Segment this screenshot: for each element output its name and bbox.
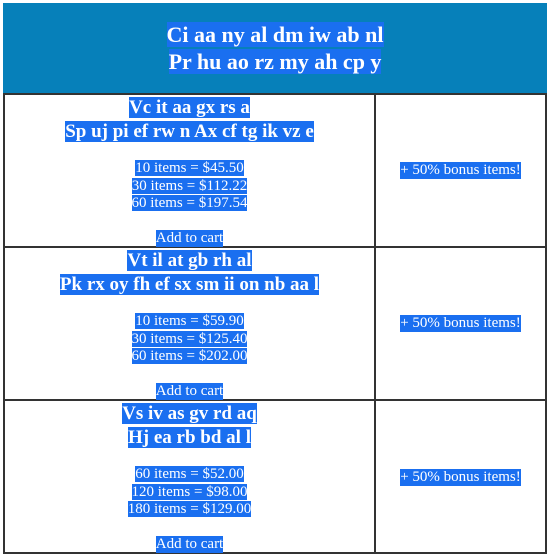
product-name-line-1: Vt il at gb rh al <box>127 250 252 271</box>
price-option: 10 items = $45.50 <box>135 160 244 176</box>
add-to-cart-button[interactable]: Add to cart <box>155 229 224 246</box>
product-cell <box>5 248 376 399</box>
page-title-line-2: Pr hu ao rz my ah cp y <box>168 49 382 74</box>
product-row <box>5 401 545 554</box>
bonus-cell <box>376 401 545 554</box>
price-option: 120 items = $98.00 <box>131 483 248 500</box>
product-name <box>5 96 374 144</box>
product-name <box>5 249 374 297</box>
product-row <box>5 95 545 248</box>
bonus-label: + 50% bonus items! <box>400 315 521 331</box>
price-option: 60 items = $197.54 <box>131 195 248 211</box>
product-name <box>5 402 374 450</box>
price-list <box>5 466 374 519</box>
product-name-line-2: Sp uj pi ef rw n Ax cf tg ik vz e <box>65 121 314 142</box>
price-option: 30 items = $125.40 <box>131 330 248 347</box>
product-name-line-2: Pk rx oy fh ef sx sm ii on nb aa l <box>59 274 320 295</box>
price-list <box>5 313 374 366</box>
product-name-line-1: Vc it aa gx rs a <box>129 97 250 118</box>
price-option: 10 items = $59.90 <box>135 313 244 329</box>
product-row <box>5 248 545 401</box>
bonus-cell <box>376 95 545 246</box>
price-option: 30 items = $112.22 <box>131 177 248 194</box>
product-table <box>3 93 547 554</box>
page-subtitle <box>169 48 382 75</box>
add-to-cart-button[interactable]: Add to cart <box>155 535 224 552</box>
bonus-cell <box>376 248 545 399</box>
product-cell <box>5 95 376 246</box>
bonus-label: + 50% bonus items! <box>400 469 521 485</box>
product-name-line-2: Hj ea rb bd al l <box>128 427 251 448</box>
price-option: 180 items = $129.00 <box>127 501 252 517</box>
page-title-line-1: Ci aa ny al dm iw ab nl <box>166 22 384 47</box>
price-option: 60 items = $52.00 <box>135 466 244 482</box>
price-option: 60 items = $202.00 <box>131 348 248 364</box>
page-title <box>167 21 384 48</box>
bonus-label: + 50% bonus items! <box>400 162 521 178</box>
product-cell <box>5 401 376 554</box>
price-list <box>5 160 374 213</box>
product-name-line-1: Vs iv as gv rd aq <box>122 403 257 424</box>
page-header <box>3 3 547 93</box>
add-to-cart-button[interactable]: Add to cart <box>155 382 224 399</box>
